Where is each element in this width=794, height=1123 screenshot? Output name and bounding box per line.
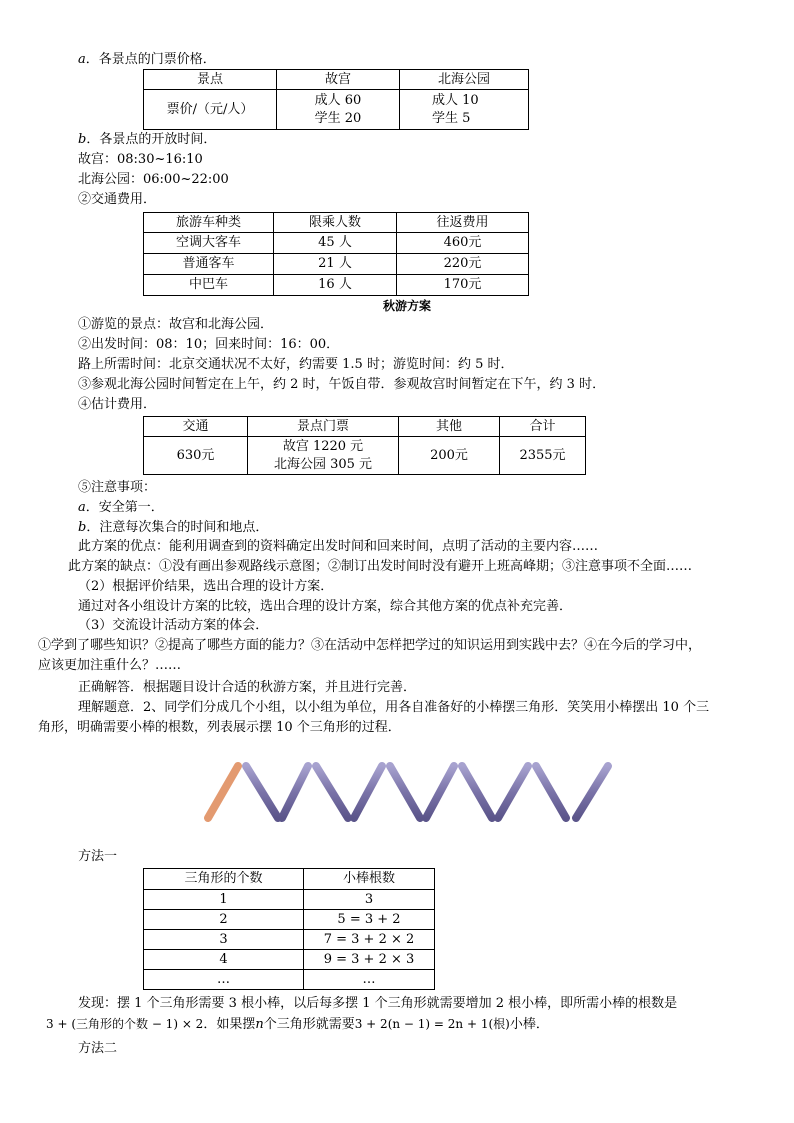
stick-triangles-figure (200, 752, 620, 832)
hours-b: b．各景点的开放时间． (78, 132, 217, 147)
bus-row: 普通客车 21 人 220元 (144, 254, 529, 275)
bus-header-capacity: 限乘人数 (274, 213, 397, 233)
bus-row: 中巴车 16 人 170元 (144, 275, 529, 296)
stick (390, 766, 420, 818)
cost-header-tickets: 景点门票 (248, 417, 399, 437)
transport-title: ②交通费用． (78, 192, 157, 207)
table-row: 2 5 = 3 + 2 (144, 910, 435, 930)
stick (282, 766, 308, 818)
stick (246, 766, 278, 818)
method1-header-count: 三角形的个数 (144, 869, 304, 890)
bus-row: 空调大客车 45 人 460元 (144, 233, 529, 254)
plan-line-4: ③参观北海公园时间暂定在上午，约 2 时，午饭自带．参观故宫时间暂定在下午，约 3 时． (78, 377, 606, 392)
price-gugong: 成人 60 学生 20 (277, 90, 400, 130)
method2-label: 方法二 (78, 1041, 118, 1056)
discovery-line-1: 发现：摆 1 个三角形需要 3 根小棒，以后每多摆 1 个三角形就需要增加 2 根小棒，即所需小棒的根数是 (78, 996, 678, 1011)
problem-line-1: 理解题意．2、同学们分成几个小组，以小组为单位，用各自准备好的小棒摆三角形．笑笑用小棒摆出 10 个三 (78, 700, 710, 715)
plan-pro: 此方案的优点：能利用调查到的资料确定出发时间和回来时间，点明了活动的主要内容…… (78, 539, 599, 554)
cost-tickets: 故宫 1220 元 北海公园 305 元 (248, 437, 399, 475)
bus-header-cost: 往返费用 (397, 213, 529, 233)
price-header-place: 景点 (144, 70, 277, 90)
cost-header-other: 其他 (399, 417, 500, 437)
plan-title: 秋游方案 (383, 299, 432, 313)
price-header-beihai: 北海公园 (400, 70, 529, 90)
hours-beihai: 北海公园：06:00~22:00 (78, 172, 229, 187)
method1-header-sticks: 小棒根数 (304, 869, 435, 890)
stick (576, 766, 608, 818)
correct-answer: 正确解答．根据题目设计合适的秋游方案，并且进行完善． (78, 680, 417, 695)
notes-b: b．注意每次集合的时间和地点． (78, 520, 269, 535)
table-row: … … (144, 970, 435, 990)
cost-table (143, 416, 586, 475)
stick (536, 766, 566, 818)
stick (316, 766, 348, 818)
table-row: 4 9 = 3 + 2 × 3 (144, 950, 435, 970)
cost-total: 2355元 (500, 437, 586, 475)
price-row-label: 票价/（元/人） (144, 90, 277, 130)
cost-header-transport: 交通 (144, 417, 248, 437)
step-2: （2）根据评价结果，选出合理的设计方案． (78, 579, 334, 594)
bus-header-type: 旅游车种类 (144, 213, 274, 233)
notes-title: ⑤注意事项： (78, 480, 157, 495)
stick (498, 766, 528, 818)
plan-line-5: ④估计费用． (78, 397, 157, 412)
discovery-line-2: 3 + (三角形的个数 − 1) × 2．如果摆n个三角形就需要3 + 2(n − 1) = 2n + 1(根)小棒． (46, 1017, 549, 1032)
stick (354, 766, 382, 818)
problem-line-2: 角形，明确需要小棒的根数，列表展示摆 10 个三角形的过程． (38, 720, 401, 735)
plan-line-2: ②出发时间：08：10；回来时间：16：00． (78, 337, 340, 352)
questions-1: ①学到了哪些知识？②提高了哪些方面的能力？③在活动中怎样把学过的知识运用到实践中去？④在今后的学习中， (38, 638, 702, 653)
stick (462, 766, 492, 818)
price-table (143, 69, 529, 130)
cost-transport: 630元 (144, 437, 248, 475)
cost-other: 200元 (399, 437, 500, 475)
cost-header-total: 合计 (500, 417, 586, 437)
intro-a: a．各景点的门票价格． (78, 52, 216, 67)
step-3: （3）交流设计活动方案的体会． (78, 618, 269, 633)
first-stick (208, 766, 238, 818)
plan-line-1: ①游览的景点：故宫和北海公园． (78, 317, 274, 332)
method1-table (143, 868, 435, 990)
method1-label: 方法一 (78, 849, 118, 864)
price-header-gugong: 故宫 (277, 70, 400, 90)
hours-gugong: 故宫：08:30~16:10 (78, 152, 203, 167)
bus-table (143, 212, 529, 296)
plan-con: 此方案的缺点：①没有画出参观路线示意图；②制订出发时间时没有避开上班高峰期；③注意事项不全面…… (68, 559, 693, 574)
table-row: 3 7 = 3 + 2 × 2 (144, 930, 435, 950)
step-2-text: 通过对各小组设计方案的比较，选出合理的设计方案，综合其他方案的优点补充完善． (78, 599, 573, 614)
price-beihai: 成人 10 学生 5 (400, 90, 529, 130)
questions-2: 应该更加注重什么？…… (38, 658, 182, 673)
table-row: 1 3 (144, 890, 435, 910)
stick (426, 766, 454, 818)
plan-line-3: 路上所需时间：北京交通状况不太好，约需要 1.5 时；游览时间：约 5 时． (78, 357, 514, 372)
notes-a: a．安全第一． (78, 500, 164, 515)
